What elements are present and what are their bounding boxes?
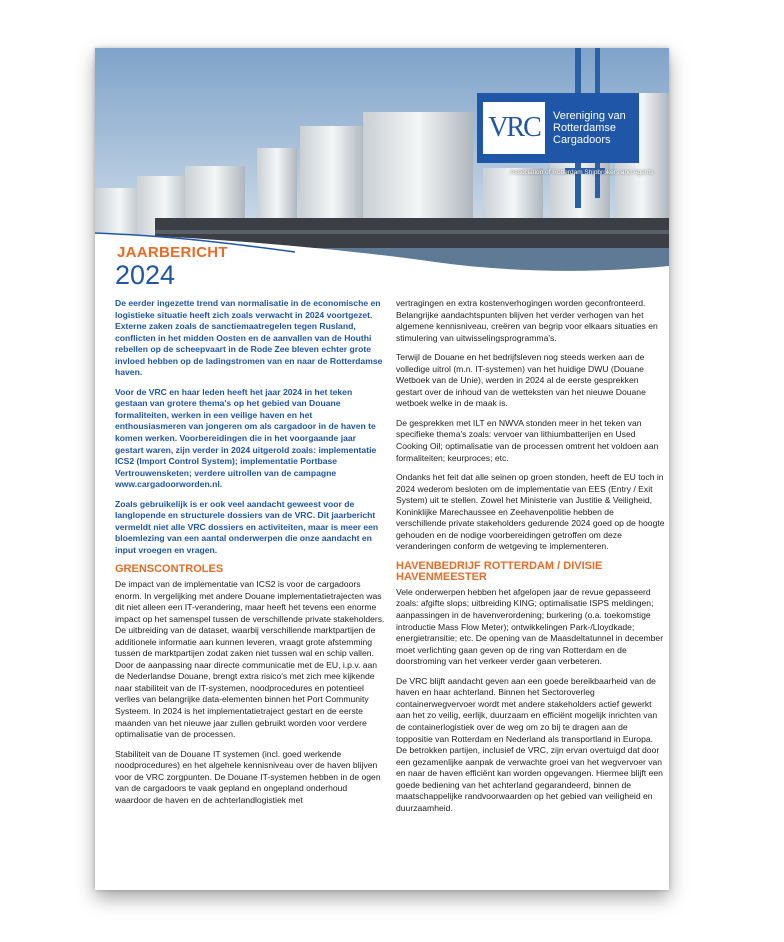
body-paragraph: De VRC blijft aandacht geven aan een goede bereikbaarheid van de haven en haar achterland. Binnen het Sectoroverleg containerwegvervoer wordt met andere stakeholders actief gewerkt aan het zo veilig, eerlijk, duurzaam en efficiënt mogelijk inrichten van de containerlogistiek over de weg om zo bij te dragen aan de toppositie van Rotterdam en Nederland als transportland in Europa. De betrokken partijen, inclusief de VRC, zijn ervan overtuigd dat door een gezamenlijke aanpak de verwachte groei van het wegvervoer van en naar de haven efficiënt kan worden opgevangen. Hiermee blijft een goede bediening van het achterland gegarandeerd, binnen de maatschappelijke randvoorwaarden op het gebied van veiligheid en duurzaamheid. [396, 675, 663, 813]
document-page [95, 48, 669, 890]
body-paragraph: Terwijl de Douane en het bedrijfsleven nog steeds werken aan de volledige uitrol (m.n. IT-systemen) van het huidige DWU (Douane Wetboek van de Unie), werden in 2024 al de eerste gesprekken gestart over de inhoud van de wetteksten van het nieuwe Douane wetboek welke in de maak is. [396, 352, 646, 409]
logo-mark: VRC [483, 102, 545, 154]
body-paragraph: vertragingen en extra kostenverhogingen worden geconfronteerd. Belangrijke aandachtspunten blijven het verder verhogen van het algemene kennisniveau, creëren van begrip voor elkaars situaties en stimulering van uitwisselingsprogramma's. [396, 298, 658, 343]
section-heading-havenbedrijf: HAVENBEDRIJF ROTTERDAM / DIVISIE HAVENMEESTER [396, 559, 603, 584]
body-paragraph: Vele onderwerpen hebben het afgelopen jaar de revue gepasseerd zoals: afgifte slops; uitbreiding KING; optimalisatie ISPS meldingen; aanpassingen in de havenverordening; burkering (o.a. toekomstige introductie Mass Flow Meter); ontwikkelingen Park-/Lloydkade; energietransitie; etc. De opening van de Maasdeltatunnel in december moet verlichting gaan geven op de ring van Rotterdam en de doorstroming van het verkeer verder gaan verbeteren. [396, 586, 664, 667]
body-paragraph: Stabiliteit van de Douane IT systemen (incl. goed werkende noodprocedures) en het algehele kennisniveau over de haven blijven voor de VRC zorgpunten. De Douane IT-systemen hebben in de ogen van de cargadoors te vaak gepland en ongepland onderhoud waardoor de haven en de achterlandlogistiek met [115, 748, 381, 805]
body-paragraph: Ondanks het feit dat alle seinen op groen stonden, heeft de EU toch in 2024 wederom besloten om de implementatie van EES (Entry / Exit System) uit te stellen. Zowel het Ministerie van Justitie & Veiligheid, Koninklijke Marechaussee en Zeehavenpolitie hebben de verschillende private stakeholders gedurende 2024 goed op de hoogte gehouden en de nodige voorbereidingen getroffen om deze veranderingen conform de wetgeving te implementeren. [396, 472, 665, 552]
logo-text [553, 110, 626, 146]
logo-tagline: Association of Rotterdam Shipbrokers and Agents [510, 169, 654, 176]
logo-line-3: Cargadoors [553, 134, 611, 146]
intro-paragraph-1: De eerder ingezette trend van normalisatie in de economische en logistieke situatie heeft zich zoals verwacht in 2024 voortgezet. Externe zaken zoals de sanctiemaatregelen tegen Rusland, conflicten in het midden Oosten en de aanvallen van de Houthi rebellen op de scheepvaart in de Rode Zee bleven echter grote invloed hebben op de ladingstromen van en naar de Rotterdamse haven. [115, 298, 383, 378]
body-paragraph: De impact van de implementatie van ICS2 is voor de cargadoors enorm. In vergelijking met andere Douane implementatietrajecten was dit niet alleen een IT-verandering, maar heeft het tevens een enorme impact op het samenspel tussen de verschillende private stakeholders. De uitbreiding van de dataset, waarbij verschillende marktpartijen de additionele informatie aan kunnen leveren, vraagt grote afstemming tussen de marktpartijen zodat zaken niet tussen wal en schip vallen. Door de aanpassing naar directe communicatie met de EU, i.p.v. aan de Nederlandse Douane, brengt extra risico's met zich mee kijkende naar stabiliteit van de IT-systemen, noodprocedures en potentieel verlies van belangrijke data-elementen binnen het Port Community Systeem. In 2024 is het implementatietraject gestart en de eerste maanden van het nieuwe jaar zullen gebruikt worden voor verdere optimalisatie van de processen. [115, 578, 385, 740]
body-paragraph: De gesprekken met ILT en NWVA stonden meer in het teken van specifieke thema's zoals: vervoer van lithiumbatterijen en Used Cooking Oil; optimalisatie van de processen omtrent het voldoen aan formaliteiten; keurproces; etc. [396, 417, 659, 463]
section-heading-grenscontroles: GRENSCONTROLES [115, 563, 224, 576]
vrc-logo [477, 93, 639, 163]
intro-paragraph-2: Voor de VRC en haar leden heeft het jaar 2024 in het teken gestaan van grotere thema's op het gebied van Douane formaliteiten, werken in een veilige haven en het enthousiasmeren van jongeren om als cargadoor in de haven te komen werken. Voorbereidingen die in het voorgaande jaar gestart waren, zijn verder in 2024 uitgerold zoals: implementatie ICS2 (Import Control System); implementatie Portbase Vertrouwensketen; verdere uitrollen van de campagne www.cargadoorworden.nl. [115, 386, 377, 490]
logo-line-1: Vereniging van [553, 110, 626, 122]
document-year: 2024 [115, 260, 176, 290]
intro-paragraph-3: Zoals gebruikelijk is er ook veel aandacht geweest voor de langlopende en structurele dossiers van de VRC. Dit jaarbericht vermeldt niet alle VRC dossiers en activiteiten, maar is meer een bloemlezing van een aantal onderwerpen die onze aandacht en input vroegen en vragen. [115, 498, 379, 555]
right-column [396, 298, 666, 822]
document-kicker: JAARBERICHT [117, 244, 228, 261]
left-column [115, 298, 385, 814]
logo-line-2: Rotterdamse [553, 122, 616, 134]
